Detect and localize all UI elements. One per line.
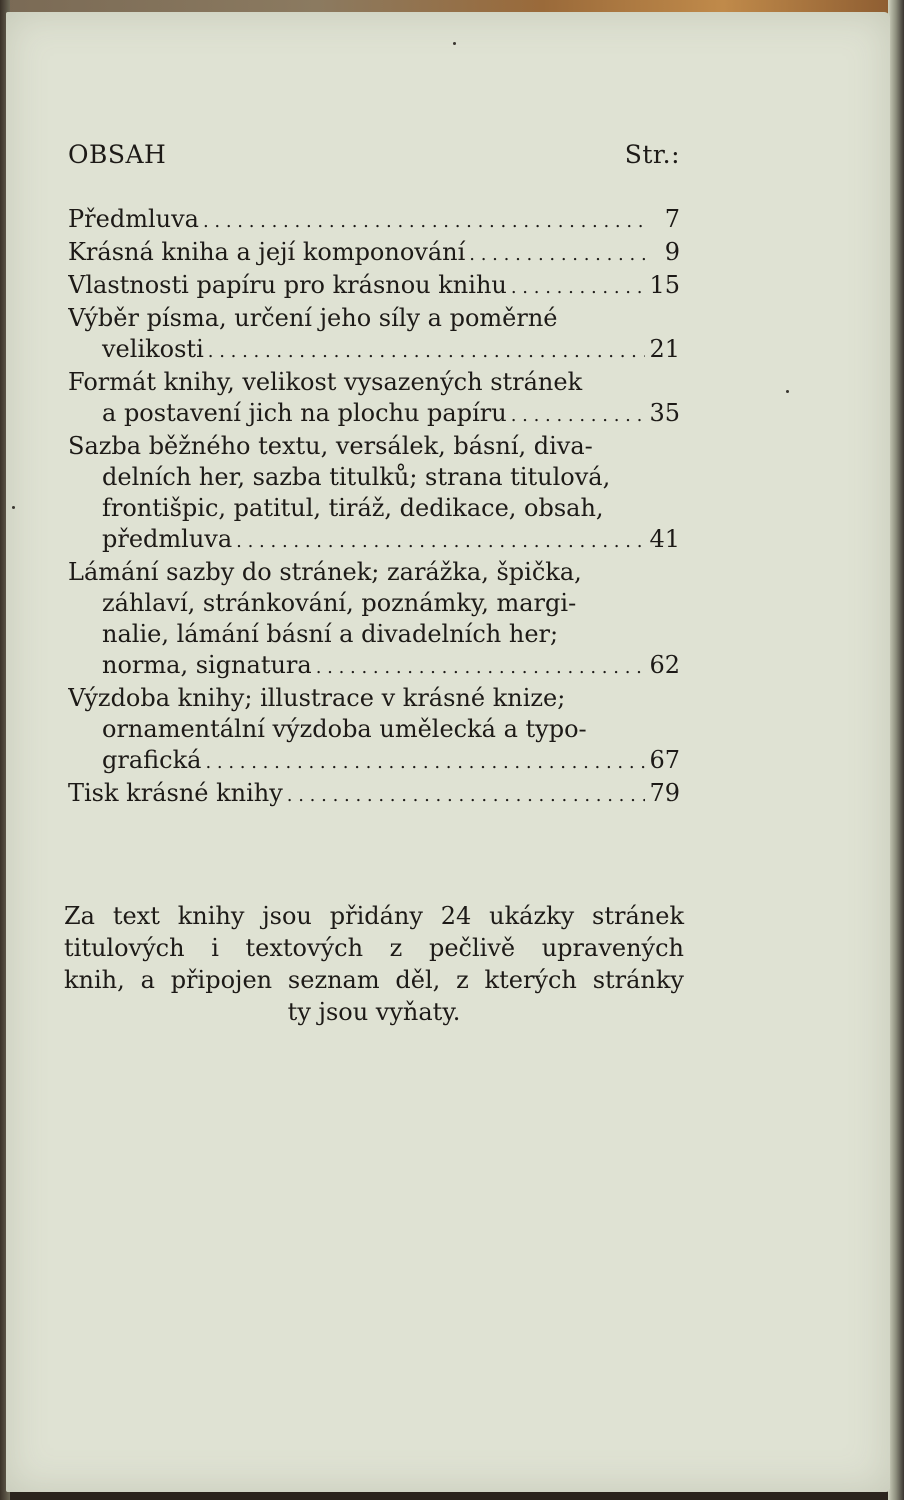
toc-entry-title-continued: velikosti bbox=[102, 335, 204, 363]
toc-entry-title-continued: norma, signatura bbox=[102, 651, 312, 679]
toc-entry bbox=[68, 683, 680, 778]
toc-line bbox=[68, 650, 680, 683]
dot-leader bbox=[236, 524, 645, 557]
toc-line bbox=[68, 398, 680, 431]
toc-entry-title: Výzdoba knihy; illustrace v krásné knize; bbox=[68, 684, 566, 712]
toc-line bbox=[68, 778, 680, 811]
toc-entry-title: Tisk krásné knihy bbox=[68, 779, 283, 807]
toc-line bbox=[68, 619, 680, 650]
toc-title: OBSAH bbox=[68, 140, 167, 169]
paper-speck bbox=[12, 506, 15, 509]
toc-entry-title-continued: delních her, sazba titulků; strana titulová, bbox=[102, 463, 611, 491]
toc-entry bbox=[68, 204, 680, 237]
appendix-note bbox=[64, 900, 684, 1028]
toc-page-number: 41 bbox=[649, 525, 680, 553]
dot-leader bbox=[205, 745, 645, 778]
table-of-contents-block bbox=[68, 140, 680, 811]
toc-line bbox=[68, 493, 680, 524]
toc-line bbox=[68, 303, 680, 334]
toc-line bbox=[68, 270, 680, 303]
paper-speck bbox=[786, 390, 789, 393]
toc-entry bbox=[68, 237, 680, 270]
toc-page-number: 62 bbox=[649, 651, 680, 679]
dot-leader bbox=[511, 398, 646, 431]
dot-leader bbox=[316, 650, 646, 683]
dot-leader bbox=[203, 204, 646, 237]
toc-entry bbox=[68, 270, 680, 303]
dot-leader bbox=[469, 237, 646, 270]
toc-page-number: 21 bbox=[649, 335, 680, 363]
toc-line bbox=[68, 557, 680, 588]
dot-leader bbox=[511, 270, 646, 303]
page-right-edge bbox=[888, 0, 904, 1500]
note-line: ty jsou vyňaty. bbox=[287, 998, 461, 1026]
toc-entry-title: Krásná kniha a její komponování bbox=[68, 238, 466, 266]
toc-line bbox=[68, 462, 680, 493]
toc-line bbox=[68, 204, 680, 237]
toc-line bbox=[68, 745, 680, 778]
toc-entry-title-continued: ornamentální výzdoba umělecká a typo- bbox=[102, 715, 587, 743]
toc-line bbox=[68, 524, 680, 557]
paper-speck bbox=[453, 42, 456, 45]
toc-heading-row bbox=[68, 140, 680, 180]
toc-line bbox=[68, 588, 680, 619]
toc-page-number: 79 bbox=[649, 779, 680, 807]
toc-entry-title: Lámání sazby do stránek; zarážka, špička, bbox=[68, 558, 582, 586]
toc-entry-title-continued: frontišpic, patitul, tiráž, dedikace, obsah, bbox=[102, 494, 604, 522]
toc-page-number: 15 bbox=[649, 271, 680, 299]
note-line: titulových i textových z pečlivě upravených bbox=[64, 934, 684, 962]
toc-line bbox=[68, 237, 680, 270]
toc-entry-title-continued: a postavení jich na plochu papíru bbox=[102, 399, 507, 427]
toc-page-number: 7 bbox=[664, 205, 680, 233]
toc-line bbox=[68, 367, 680, 398]
toc-entry bbox=[68, 431, 680, 557]
toc-entry-title-continued: záhlaví, stránkování, poznámky, margi- bbox=[102, 589, 577, 617]
toc-line bbox=[68, 431, 680, 462]
toc-entry-title: Výběr písma, určení jeho síly a poměrné bbox=[68, 304, 558, 332]
toc-entry bbox=[68, 303, 680, 367]
toc-entry bbox=[68, 367, 680, 431]
toc-entry-title: Sazba běžného textu, versálek, básní, diva- bbox=[68, 432, 593, 460]
toc-entry-title: Předmluva bbox=[68, 205, 199, 233]
toc-line bbox=[68, 334, 680, 367]
toc-page-number: 67 bbox=[649, 746, 680, 774]
toc-page-number: 35 bbox=[649, 399, 680, 427]
page-column-label: Str.: bbox=[624, 140, 680, 169]
dot-leader bbox=[208, 334, 646, 367]
toc-entry-title-continued: nalie, lámání básní a divadelních her; bbox=[102, 620, 559, 648]
toc-entry bbox=[68, 557, 680, 683]
dot-leader bbox=[287, 778, 646, 811]
toc-line bbox=[68, 714, 680, 745]
toc-line bbox=[68, 683, 680, 714]
toc-entry bbox=[68, 778, 680, 811]
toc-list bbox=[68, 204, 680, 811]
toc-entry-title: Vlastnosti papíru pro krásnou knihu bbox=[68, 271, 507, 299]
toc-entry-title: Formát knihy, velikost vysazených stránek bbox=[68, 368, 583, 396]
toc-page-number: 9 bbox=[664, 238, 680, 266]
note-line: Za text knihy jsou přidány 24 ukázky stránek bbox=[64, 902, 684, 930]
toc-entry-title-continued: předmluva bbox=[102, 525, 233, 553]
note-line: knih, a připojen seznam děl, z kterých stránky bbox=[64, 966, 684, 994]
toc-entry-title-continued: grafická bbox=[102, 746, 202, 774]
